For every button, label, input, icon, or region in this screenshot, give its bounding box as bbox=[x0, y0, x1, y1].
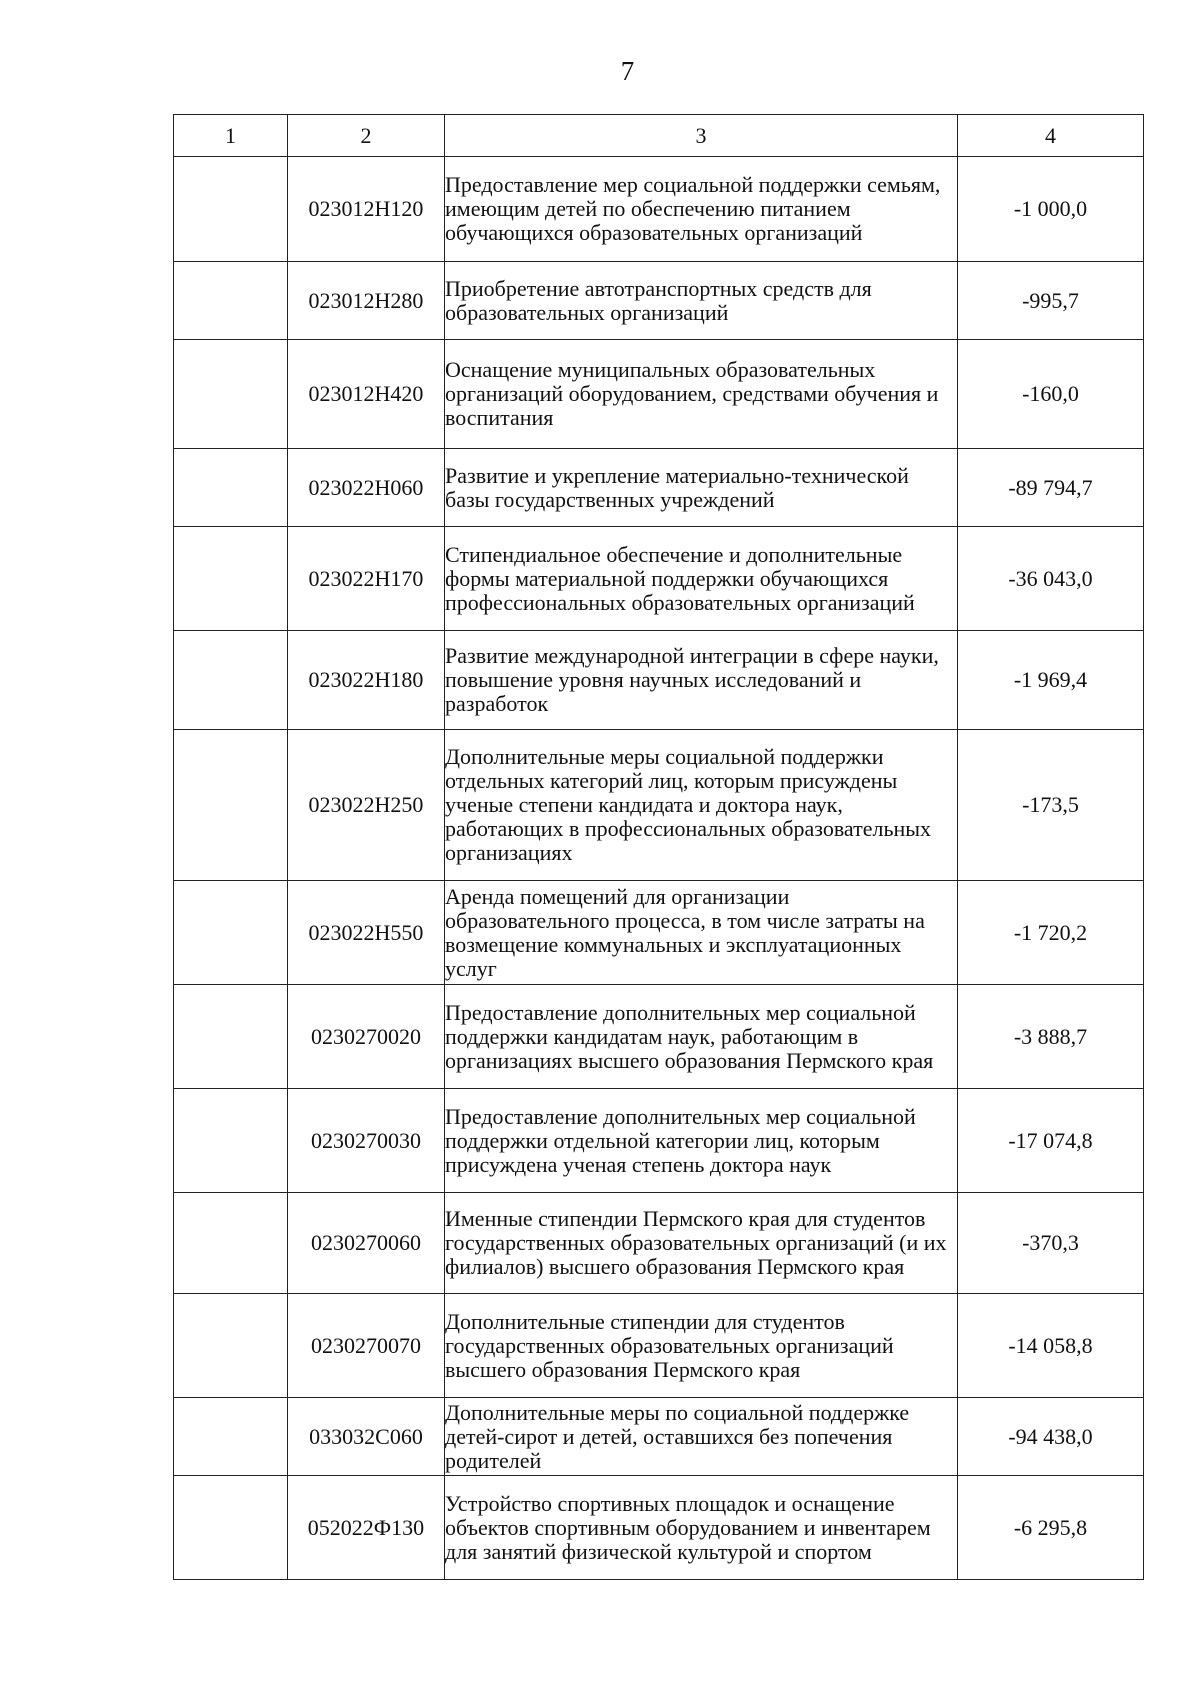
row-col1-cell bbox=[174, 449, 288, 527]
row-col1-cell bbox=[174, 157, 288, 262]
row-amount-cell: -17 074,8 bbox=[958, 1089, 1144, 1193]
row-code-cell: 023012Н420 bbox=[288, 340, 445, 449]
row-code-cell: 023022Н250 bbox=[288, 730, 445, 881]
row-description-cell: Развитие и укрепление материально-технической базы государственных учреждений bbox=[445, 449, 958, 527]
header-col-3: 3 bbox=[445, 115, 958, 157]
table-row bbox=[174, 631, 1144, 730]
row-col1-cell bbox=[174, 1089, 288, 1193]
row-amount-cell: -173,5 bbox=[958, 730, 1144, 881]
row-col1-cell bbox=[174, 1294, 288, 1398]
row-amount-cell: -370,3 bbox=[958, 1193, 1144, 1294]
row-description-cell: Аренда помещений для организации образовательного процесса, в том числе затраты на возмещение коммунальных и эксплуатационных услуг bbox=[445, 881, 958, 985]
table-row bbox=[174, 1294, 1144, 1398]
row-amount-cell: -89 794,7 bbox=[958, 449, 1144, 527]
row-col1-cell bbox=[174, 1476, 288, 1580]
table-row bbox=[174, 985, 1144, 1089]
table-row bbox=[174, 527, 1144, 631]
header-col-1: 1 bbox=[174, 115, 288, 157]
row-description-cell: Предоставление дополнительных мер социальной поддержки отдельной категории лиц, которым присуждена ученая степень доктора наук bbox=[445, 1089, 958, 1193]
row-amount-cell: -1 969,4 bbox=[958, 631, 1144, 730]
row-code-cell: 023022Н060 bbox=[288, 449, 445, 527]
row-col1-cell bbox=[174, 631, 288, 730]
header-col-4: 4 bbox=[958, 115, 1144, 157]
row-description-cell: Приобретение автотранспортных средств для образовательных организаций bbox=[445, 262, 958, 340]
row-amount-cell: -995,7 bbox=[958, 262, 1144, 340]
row-description-cell: Устройство спортивных площадок и оснащение объектов спортивным оборудованием и инвентарем для занятий физической культурой и спортом bbox=[445, 1476, 958, 1580]
table-row bbox=[174, 340, 1144, 449]
row-code-cell: 033032С060 bbox=[288, 1398, 445, 1476]
row-code-cell: 0230270020 bbox=[288, 985, 445, 1089]
row-code-cell: 0230270060 bbox=[288, 1193, 445, 1294]
row-amount-cell: -6 295,8 bbox=[958, 1476, 1144, 1580]
row-description-cell: Дополнительные стипендии для студентов государственных образовательных организаций высшего образования Пермского края bbox=[445, 1294, 958, 1398]
row-code-cell: 0230270070 bbox=[288, 1294, 445, 1398]
table-row bbox=[174, 1398, 1144, 1476]
header-row bbox=[174, 115, 1144, 157]
row-description-cell: Дополнительные меры по социальной поддержке детей-сирот и детей, оставшихся без попечения родителей bbox=[445, 1398, 958, 1476]
row-code-cell: 023022Н550 bbox=[288, 881, 445, 985]
row-code-cell: 052022Ф130 bbox=[288, 1476, 445, 1580]
row-col1-cell bbox=[174, 527, 288, 631]
page-number: 7 bbox=[620, 56, 635, 86]
row-col1-cell bbox=[174, 262, 288, 340]
table-row bbox=[174, 449, 1144, 527]
row-col1-cell bbox=[174, 1398, 288, 1476]
row-amount-cell: -1 720,2 bbox=[958, 881, 1144, 985]
row-col1-cell bbox=[174, 1193, 288, 1294]
table-row bbox=[174, 1476, 1144, 1580]
row-amount-cell: -1 000,0 bbox=[958, 157, 1144, 262]
row-code-cell: 023022Н170 bbox=[288, 527, 445, 631]
row-amount-cell: -160,0 bbox=[958, 340, 1144, 449]
row-description-cell: Оснащение муниципальных образовательных организаций оборудованием, средствами обучения и воспитания bbox=[445, 340, 958, 449]
table-row bbox=[174, 881, 1144, 985]
row-amount-cell: -36 043,0 bbox=[958, 527, 1144, 631]
row-col1-cell bbox=[174, 985, 288, 1089]
row-description-cell: Предоставление дополнительных мер социальной поддержки кандидатам наук, работающим в организациях высшего образования Пермского края bbox=[445, 985, 958, 1089]
row-description-cell: Предоставление мер социальной поддержки семьям, имеющим детей по обеспечению питанием обучающихся образовательных организаций bbox=[445, 157, 958, 262]
table-row bbox=[174, 262, 1144, 340]
table-row bbox=[174, 730, 1144, 881]
row-code-cell: 0230270030 bbox=[288, 1089, 445, 1193]
row-description-cell: Именные стипендии Пермского края для студентов государственных образовательных организаций (и их филиалов) высшего образования Пермского края bbox=[445, 1193, 958, 1294]
table-row bbox=[174, 1089, 1144, 1193]
row-code-cell: 023022Н180 bbox=[288, 631, 445, 730]
header-col-2: 2 bbox=[288, 115, 445, 157]
row-amount-cell: -3 888,7 bbox=[958, 985, 1144, 1089]
row-description-cell: Развитие международной интеграции в сфере науки, повышение уровня научных исследований и разработок bbox=[445, 631, 958, 730]
row-col1-cell bbox=[174, 881, 288, 985]
row-code-cell: 023012Н280 bbox=[288, 262, 445, 340]
row-col1-cell bbox=[174, 730, 288, 881]
row-amount-cell: -14 058,8 bbox=[958, 1294, 1144, 1398]
row-amount-cell: -94 438,0 bbox=[958, 1398, 1144, 1476]
table-row bbox=[174, 1193, 1144, 1294]
table-row bbox=[174, 157, 1144, 262]
row-col1-cell bbox=[174, 340, 288, 449]
budget-table bbox=[173, 114, 1144, 1580]
row-description-cell: Стипендиальное обеспечение и дополнительные формы материальной поддержки обучающихся профессиональных образовательных организаций bbox=[445, 527, 958, 631]
row-description-cell: Дополнительные меры социальной поддержки отдельных категорий лиц, которым присуждены ученые степени кандидата и доктора наук, работающих в профессиональных образовательных организациях bbox=[445, 730, 958, 881]
row-code-cell: 023012Н120 bbox=[288, 157, 445, 262]
